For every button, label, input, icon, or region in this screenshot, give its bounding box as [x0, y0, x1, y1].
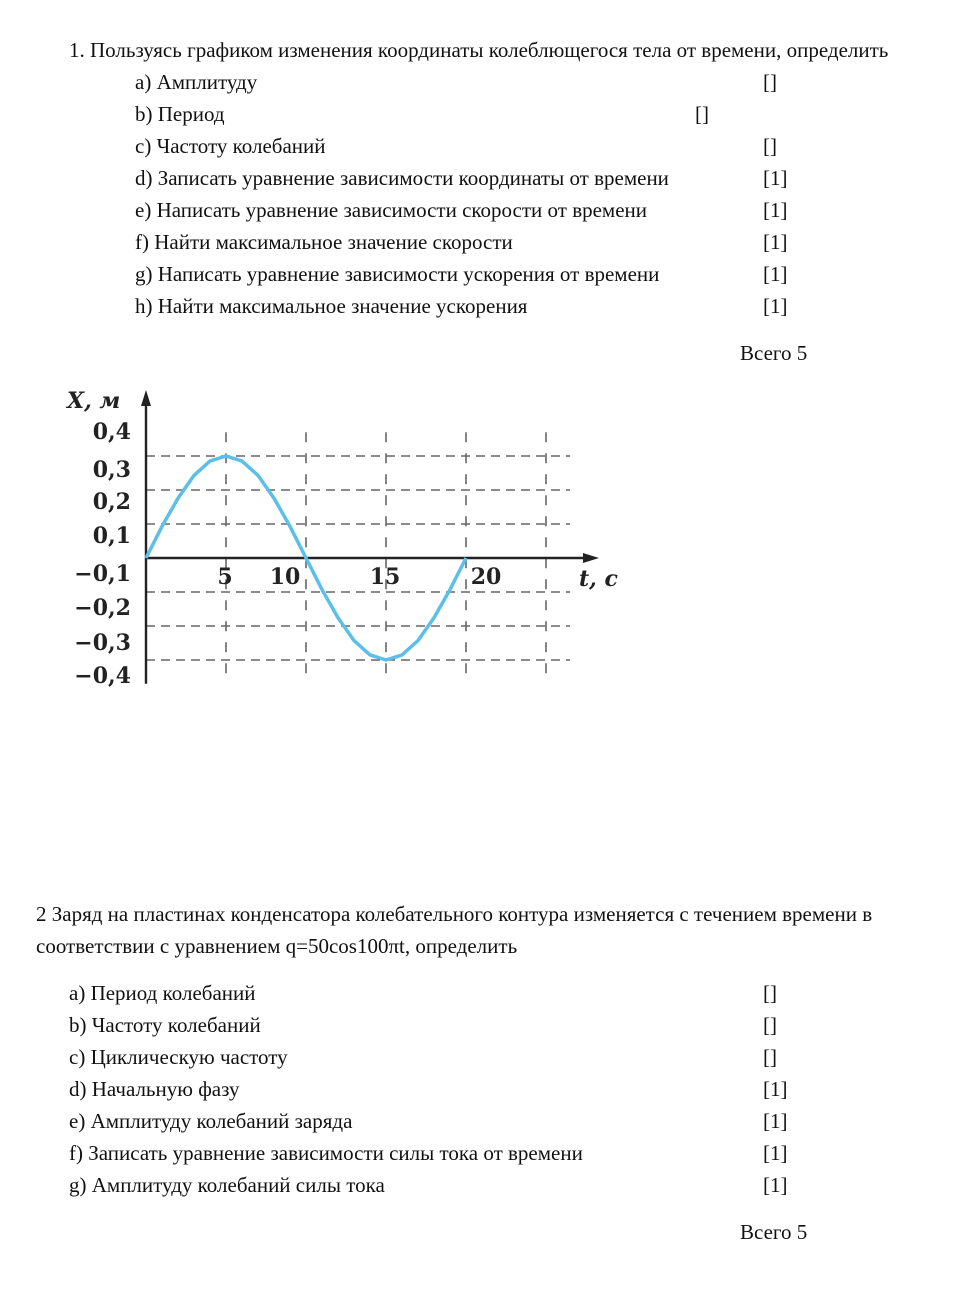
q2-item-e: e) Амплитуду колебаний заряда — [69, 1109, 353, 1133]
q1-item-a: a) Амплитуду — [135, 70, 258, 94]
q2-mark-d: [1] — [763, 1077, 788, 1101]
x-tick-label: 15 — [369, 564, 401, 590]
y-axis-label: X, м — [67, 388, 121, 414]
q1-mark-e: [1] — [763, 198, 788, 222]
x-tick-label: 5 — [217, 564, 233, 590]
q1-item-f: f) Найти максимальное значение скорости — [135, 230, 513, 254]
oscillation-chart — [55, 380, 635, 710]
q1-mark-d: [1] — [763, 166, 788, 190]
q1-total: Всего 5 — [740, 341, 808, 365]
q2-total: Всего 5 — [740, 1220, 808, 1244]
q2-title-line2: соответствии с уравнением q=50cos100πt, определить — [36, 934, 518, 958]
y-tick-label: −0,2 — [74, 595, 131, 621]
q1-mark-g: [1] — [763, 262, 788, 286]
y-tick-label: −0,3 — [74, 630, 131, 656]
y-tick-label: 0,3 — [92, 457, 131, 483]
q1-mark-b: [] — [695, 102, 709, 126]
q1-mark-c: [] — [763, 134, 777, 158]
y-tick-label: 0,2 — [92, 489, 131, 515]
q1-title: 1. Пользуясь графиком изменения координаты колеблющегося тела от времени, определить — [69, 38, 889, 62]
q1-item-g: g) Написать уравнение зависимости ускорения от времени — [135, 262, 660, 286]
y-tick-label: −0,4 — [74, 663, 131, 689]
y-tick-label: −0,1 — [74, 561, 131, 587]
q2-mark-e: [1] — [763, 1109, 788, 1133]
q1-mark-h: [1] — [763, 294, 788, 318]
q1-item-b: b) Период — [135, 102, 225, 126]
q2-item-b: b) Частоту колебаний — [69, 1013, 261, 1037]
q1-item-e: e) Написать уравнение зависимости скорости от времени — [135, 198, 648, 222]
chart-tick-labels — [65, 388, 618, 689]
q2-item-c: c) Циклическую частоту — [69, 1045, 288, 1069]
q1-item-c: c) Частоту колебаний — [135, 134, 326, 158]
q2-mark-c: [] — [763, 1045, 777, 1069]
q1-mark-a: [] — [763, 70, 777, 94]
x-axis-arrow — [583, 553, 599, 563]
x-tick-label: 20 — [470, 564, 502, 590]
y-tick-label: 0,1 — [92, 523, 131, 549]
q2-title-line1: 2 Заряд на пластинах конденсатора колебательного контура изменяется с течением времени в — [36, 902, 873, 926]
q2-mark-a: [] — [763, 981, 777, 1005]
x-tick-label: 10 — [269, 564, 301, 590]
y-tick-label: 0,4 — [92, 419, 131, 445]
q1-mark-f: [1] — [763, 230, 788, 254]
q1-item-h: h) Найти максимальное значение ускорения — [135, 294, 528, 318]
q2-mark-g: [1] — [763, 1173, 788, 1197]
x-axis-label: t, c — [579, 566, 618, 592]
q2-item-g: g) Амплитуду колебаний силы тока — [69, 1173, 385, 1197]
q2-mark-f: [1] — [763, 1141, 788, 1165]
y-axis-arrow — [141, 390, 151, 406]
q2-item-d: d) Начальную фазу — [69, 1077, 240, 1101]
q2-mark-b: [] — [763, 1013, 777, 1037]
chart-axes — [141, 390, 599, 684]
q2-item-a: a) Период колебаний — [69, 981, 256, 1005]
q2-item-f: f) Записать уравнение зависимости силы тока от времени — [69, 1141, 583, 1165]
q1-item-d: d) Записать уравнение зависимости координаты от времени — [135, 166, 669, 190]
